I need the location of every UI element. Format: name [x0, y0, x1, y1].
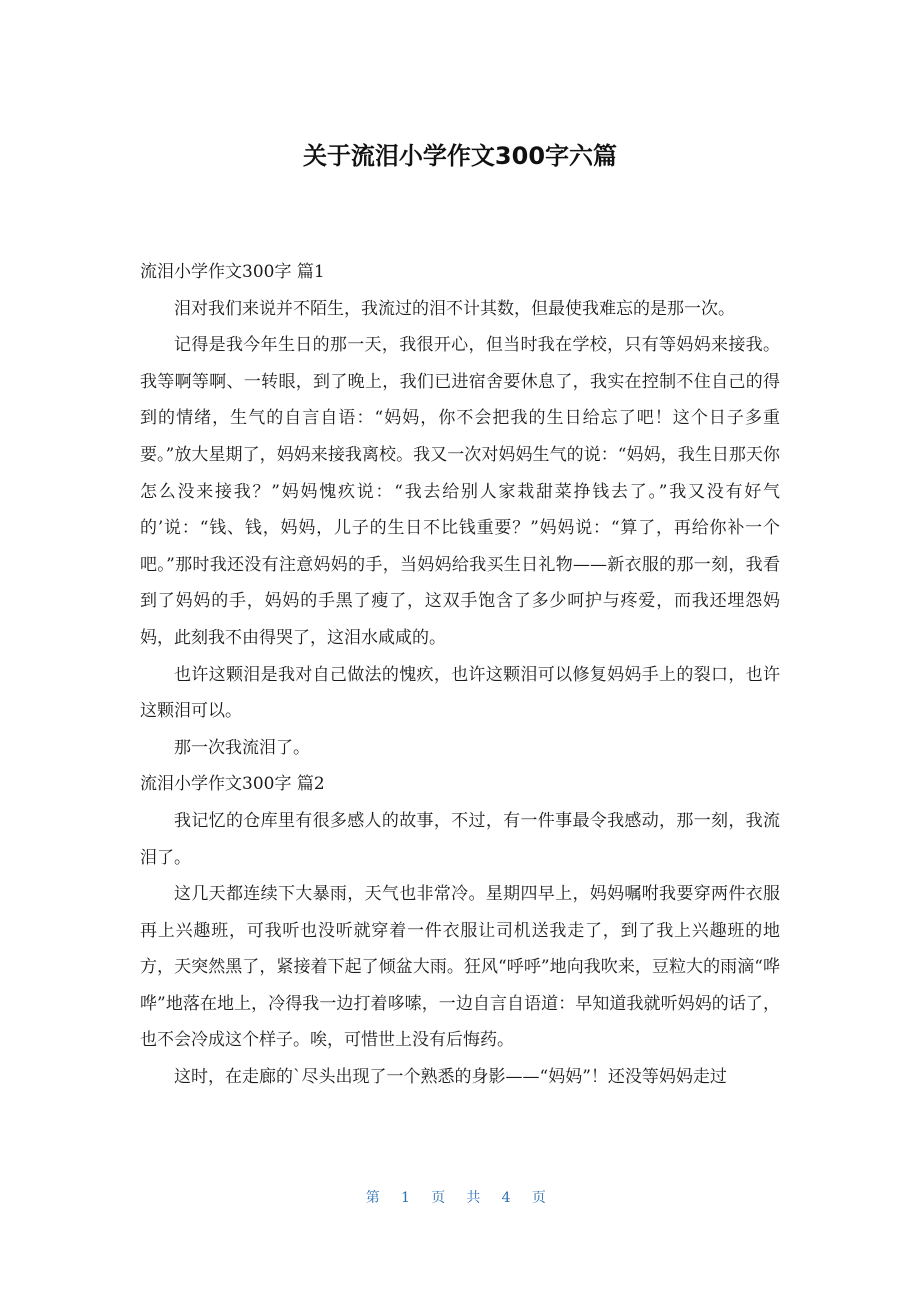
paragraph: 我记忆的仓库里有很多感人的故事，不过，有一件事最令我感动，那一刻，我流泪了。 — [140, 810, 780, 868]
paragraph: 泪对我们来说并不陌生，我流过的泪不计其数，但最使我难忘的是那一次。 — [174, 298, 735, 319]
paragraph: 也许这颗泪是我对自己做法的愧疚，也许这颗泪可以修复妈妈手上的裂口，也许这颗泪可以。 — [140, 664, 780, 722]
page-title: 关于流泪小学作文300字六篇 — [302, 142, 618, 170]
document-body — [140, 254, 780, 1096]
paragraph: 这时，在走廊的`尽头出现了一个熟悉的身影——“妈妈”！还没等妈妈走过 — [174, 1067, 727, 1088]
section-heading: 流泪小学作文300字 篇2 — [140, 774, 325, 795]
paragraph: 这几天都连续下大暴雨，天气也非常冷。星期四早上，妈妈嘱咐我要穿两件衣服再上兴趣班，可我听也没听就穿着一件衣服让司机送我走了，到了我上兴趣班的地方，天突然黑了，紧接着下起了倾盆大雨。狂风“呼呼”地向我吹来，豆粒大的雨滴“哗哗”地落在地上，冷得我一边打着哆嗦，一边自言自语道：早知道我就听妈妈的话了，也不会冷成这个样子。唉，可惜世上没有后悔药。 — [140, 884, 780, 1051]
paragraph: 记得是我今年生日的那一天，我很开心，但当时我在学校，只有等妈妈来接我。我等啊等啊、一转眼，到了晚上，我们已进宿舍要休息了，我实在控制不住自己的得到的情绪，生气的自言自语：“妈妈，你不会把我的生日给忘了吧！这个日子多重要。”放大星期了，妈妈来接我离校。我又一次对妈妈生气的说：“妈妈，我生日那天你怎么没来接我？”妈妈愧疚说：“我去给别人家栽甜菜挣钱去了。”我又没有好气的’说：“钱、钱，妈妈，儿子的生日不比钱重要？”妈妈说：“算了，再给你补一个吧。”那时我还没有注意妈妈的手，当妈妈给我买生日礼物——新衣服的那一刻，我看到了妈妈的手，妈妈的手黑了瘦了，这双手饱含了多少呵护与疼爱，而我还埋怨妈妈，此刻我不由得哭了，这泪水咸咸的。 — [140, 335, 780, 648]
page-footer: 第 1 页 共 4 页 — [365, 1190, 555, 1206]
paragraph: 那一次我流泪了。 — [174, 737, 310, 758]
section-heading: 流泪小学作文300字 篇1 — [140, 262, 325, 282]
